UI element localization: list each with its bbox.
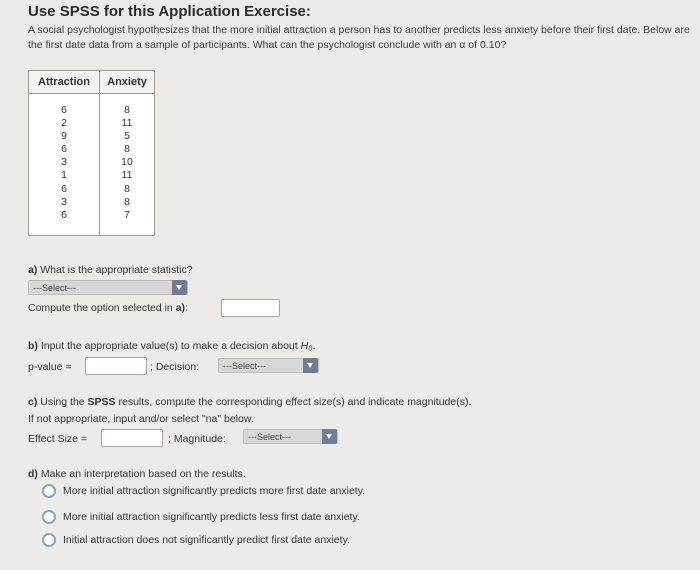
p-value-label: p-value = (28, 361, 72, 373)
title-bold: SPSS (59, 3, 100, 20)
table-cell: 10 (121, 156, 133, 169)
p-value-input[interactable] (85, 357, 147, 375)
magnitude-label: ; Magnitude: (168, 433, 226, 445)
part-c-question-line1 (28, 396, 471, 408)
radio-button[interactable] (42, 510, 56, 524)
option-label: More initial attraction significantly predicts more first date anxiety. (63, 485, 366, 497)
table-cell: 7 (124, 208, 130, 221)
radio-button[interactable] (42, 484, 56, 498)
part-d-question-text: Make an interpretation based on the results. (37, 468, 246, 480)
statistic-select[interactable] (28, 280, 188, 295)
table-cell: 11 (121, 117, 133, 130)
radio-button[interactable] (42, 533, 56, 547)
statistic-select-value: ---Select--- (33, 283, 76, 293)
part-a-compute-label (28, 302, 188, 314)
part-c-text-a: Using the (37, 396, 88, 408)
data-table (28, 70, 155, 236)
part-a-prefix: a) (28, 264, 38, 276)
effect-size-input[interactable] (101, 429, 163, 447)
chevron-down-icon (303, 358, 318, 373)
attraction-column (29, 94, 100, 236)
part-a-question (28, 264, 193, 276)
part-b-period: . (312, 340, 316, 352)
table-cell: 6 (61, 143, 67, 156)
h0-symbol: H₀ (300, 340, 313, 352)
table-cell: 5 (124, 130, 130, 143)
table-cell: 3 (61, 156, 67, 169)
part-d-prefix: d) (28, 468, 38, 480)
option-label: More initial attraction significantly predicts less first date anxiety. (63, 511, 360, 523)
decision-select-value: ---Select--- (223, 361, 266, 371)
compute-label-text: Compute the option selected in (28, 302, 176, 314)
part-b-prefix: b) (28, 340, 38, 352)
page-title (28, 3, 311, 20)
title-suffix: for this Application Exercise: (99, 3, 311, 20)
table-cell: 1 (61, 169, 67, 182)
column-header-anxiety: Anxiety (100, 71, 155, 94)
part-c-prefix: c) (28, 396, 38, 408)
table-cell: 6 (61, 182, 67, 195)
magnitude-select-value: ---Select--- (248, 432, 291, 442)
title-prefix: Use (28, 3, 60, 20)
chevron-down-icon (322, 429, 337, 444)
part-b-question-text: Input the appropriate value(s) to make a decision about (37, 340, 301, 352)
table-cell: 9 (61, 130, 67, 143)
question-text: A social psychologist hypothesizes that the more initial attraction a person has to another predicts less anxiety before their first date. Below are the first date data from a sample of participants. What can the psychologist conclude with an α of 0.10? (28, 24, 690, 51)
table-cell: 8 (124, 143, 130, 156)
table-cell: 8 (124, 182, 130, 195)
part-c-spss: SPSS (87, 396, 116, 408)
table-cell: 6 (61, 208, 67, 221)
part-b-question (28, 340, 316, 352)
decision-select[interactable] (218, 358, 319, 373)
column-header-attraction: Attraction (29, 71, 100, 94)
part-c-text-b: results, compute the corresponding effect size(s) and indicate magnitude(s). (115, 396, 472, 408)
compute-label-colon: : (185, 302, 188, 314)
table-cell: 2 (61, 117, 67, 130)
part-a-question-text: What is the appropriate statistic? (37, 264, 193, 276)
table-cell: 3 (61, 195, 67, 208)
table-cell: 8 (124, 104, 130, 116)
magnitude-select[interactable] (243, 429, 338, 444)
anxiety-column (100, 94, 155, 236)
part-c-question-line2: If not appropriate, input and/or select "na" below. (28, 413, 254, 425)
chevron-down-icon (172, 280, 187, 295)
compute-label-bold: a) (175, 302, 186, 314)
option-label: Initial attraction does not significantly predict first date anxiety. (63, 534, 350, 546)
table-cell: 11 (121, 169, 133, 182)
statistic-value-input[interactable] (221, 299, 280, 317)
part-d-question (28, 468, 246, 480)
table-cell: 6 (61, 104, 67, 116)
effect-size-label: Effect Size = (28, 433, 88, 445)
decision-label: ; Decision: (150, 361, 200, 373)
table-cell: 8 (124, 195, 130, 208)
